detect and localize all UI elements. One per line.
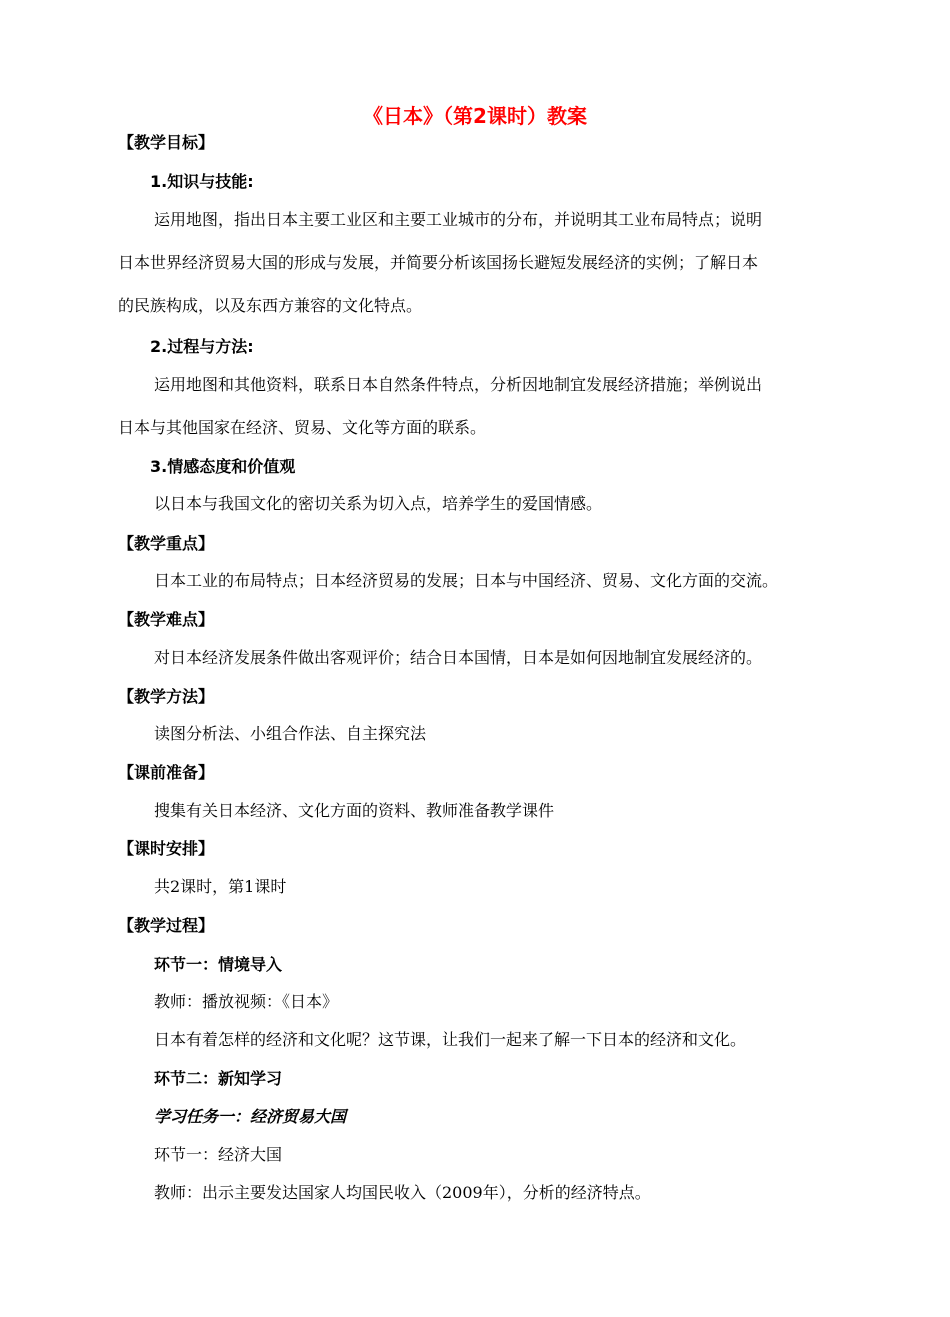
heading-teaching-goals: 【教学目标】 <box>118 133 215 152</box>
paragraph-line: 共2课时，第1课时 <box>154 877 287 896</box>
heading-teaching-process: 【教学过程】 <box>118 916 215 935</box>
paragraph-line: 日本与其他国家在经济、贸易、文化等方面的联系。 <box>118 418 487 437</box>
paragraph-line: 日本有着怎样的经济和文化呢？这节课，让我们一起来了解一下日本的经济和文化。 <box>154 1030 747 1049</box>
paragraph-line: 教师：播放视频：《日本》 <box>154 992 339 1011</box>
paragraph-line: 运用地图和其他资料，联系日本自然条件特点，分析因地制宜发展经济措施；举例说出 <box>154 375 763 394</box>
subheading-step-2: 环节二：新知学习 <box>154 1069 283 1088</box>
paragraph-line: 运用地图，指出日本主要工业区和主要工业城市的分布，并说明其工业布局特点；说明 <box>154 210 763 229</box>
subheading-step-1: 环节一：情境导入 <box>154 955 283 974</box>
subheading-knowledge-skills: 1.知识与技能: <box>150 172 254 191</box>
heading-class-preparation: 【课前准备】 <box>118 763 215 782</box>
paragraph-line: 搜集有关日本经济、文化方面的资料、教师准备教学课件 <box>154 801 555 820</box>
subheading-process-methods: 2.过程与方法: <box>150 337 254 356</box>
paragraph-line: 日本工业的布局特点；日本经济贸易的发展；日本与中国经济、贸易、文化方面的交流。 <box>154 571 779 590</box>
heading-teaching-difficulty: 【教学难点】 <box>118 610 215 629</box>
heading-teaching-method: 【教学方法】 <box>118 687 215 706</box>
paragraph-line: 以日本与我国文化的密切关系为切入点，培养学生的爱国情感。 <box>154 494 603 513</box>
paragraph-line: 环节一：经济大国 <box>154 1145 283 1164</box>
heading-teaching-focus: 【教学重点】 <box>118 534 215 553</box>
paragraph-line: 日本世界经济贸易大国的形成与发展，并简要分析该国扬长避短发展经济的实例；了解日本 <box>118 253 759 272</box>
heading-schedule: 【课时安排】 <box>118 839 215 858</box>
paragraph-line: 的民族构成，以及东西方兼容的文化特点。 <box>118 296 423 315</box>
paragraph-line: 教师：出示主要发达国家人均国民收入（2009年），分析的经济特点。 <box>154 1183 651 1202</box>
document-title: 《日本》（第2课时）教案 <box>363 104 587 128</box>
paragraph-line: 读图分析法、小组合作法、自主探究法 <box>154 724 427 743</box>
paragraph-line: 对日本经济发展条件做出客观评价；结合日本国情，日本是如何因地制宜发展经济的。 <box>154 648 763 667</box>
subheading-task-1: 学习任务一：经济贸易大国 <box>154 1107 347 1126</box>
subheading-attitudes-values: 3.情感态度和价值观 <box>150 457 296 476</box>
